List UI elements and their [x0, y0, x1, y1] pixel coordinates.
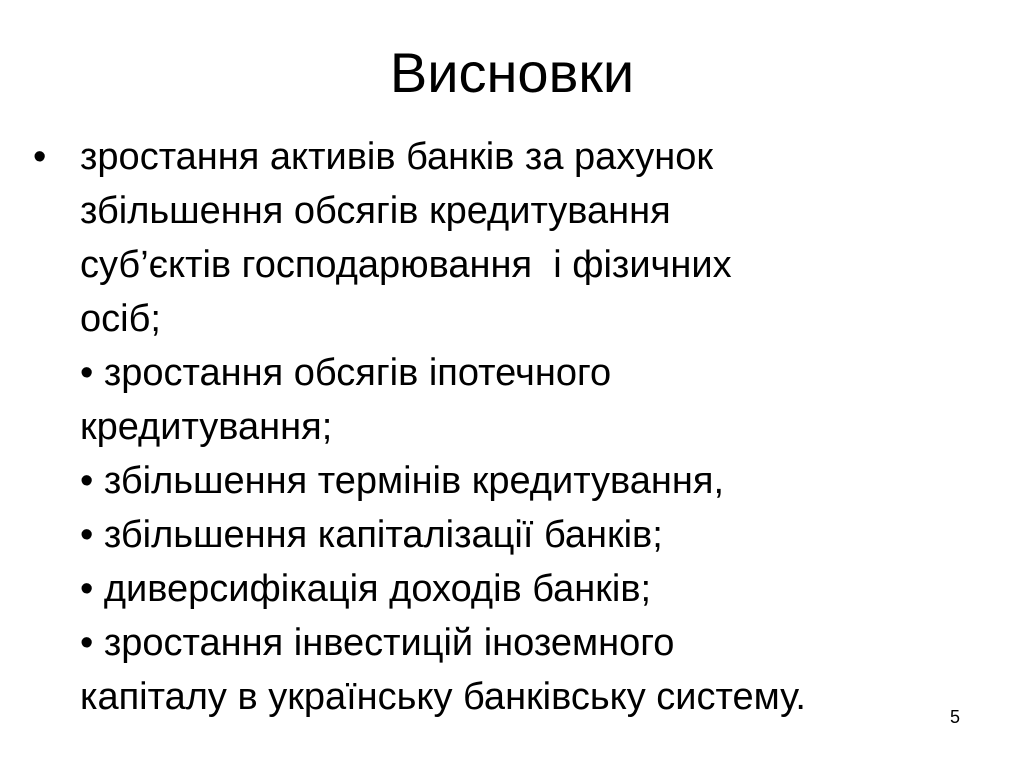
bullet-marker: • — [33, 136, 47, 178]
page-number: 5 — [950, 707, 961, 727]
slide-title: Висновки — [389, 41, 635, 104]
text-line: • зростання обсягів іпотечного — [80, 352, 612, 394]
text-line: • збільшення капіталізації банків; — [80, 514, 663, 556]
text-line: капіталу в українську банківську систему. — [80, 676, 806, 718]
text-line: • диверсифікація доходів банків; — [80, 568, 652, 610]
text-line: суб’єктів господарювання і фізичних — [80, 244, 732, 286]
text-line: • збільшення термінів кредитування, — [80, 460, 725, 502]
text-line: кредитування; — [80, 406, 333, 448]
text-line: осіб; — [80, 298, 161, 340]
text-line: • зростання інвестицій іноземного — [80, 622, 675, 664]
bullet-text — [80, 130, 980, 724]
text-line: збільшення обсягів кредитування — [80, 190, 671, 232]
text-line: зростання активів банків за рахунок — [80, 136, 714, 178]
